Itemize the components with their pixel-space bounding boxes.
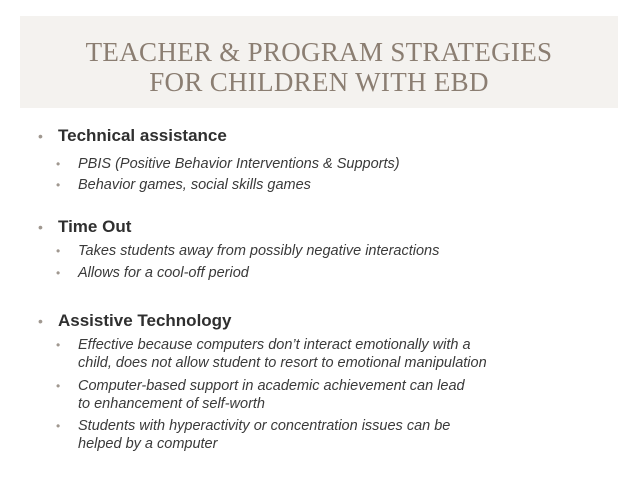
- list-item-line: helped by a computer: [78, 436, 218, 452]
- list-item-text: [78, 336, 487, 372]
- list-item-line: to enhancement of self-worth: [78, 396, 265, 412]
- bullet-icon: •: [56, 157, 61, 171]
- list-item-line: Allows for a cool-off period: [78, 265, 249, 281]
- bullet-icon: •: [56, 178, 61, 192]
- list-item-text: [78, 417, 450, 453]
- section-heading-text: Time Out: [58, 217, 132, 236]
- list-item-text: [78, 176, 311, 194]
- bullet-icon: •: [56, 379, 61, 393]
- bullet-icon: •: [38, 219, 43, 235]
- bullet-icon: •: [56, 419, 61, 433]
- bullet-icon: •: [38, 313, 43, 329]
- bullet-icon: •: [56, 244, 61, 258]
- list-item-line: Effective because computers don’t interact emotionally with a: [78, 337, 471, 353]
- list-item-text: [78, 242, 439, 260]
- list-item-line: PBIS (Positive Behavior Interventions & Supports): [78, 156, 400, 172]
- slide-title-line-1: TEACHER & PROGRAM STRATEGIES: [85, 37, 553, 67]
- bullet-icon: •: [56, 338, 61, 352]
- list-item-text: [78, 377, 465, 413]
- list-item-line: Computer-based support in academic achievement can lead: [78, 378, 465, 394]
- list-item-line: Behavior games, social skills games: [78, 177, 311, 193]
- list-item-line: Takes students away from possibly negative interactions: [78, 243, 440, 259]
- list-item-text: [78, 264, 249, 282]
- slide-title-line-2: FOR CHILDREN WITH EBD: [149, 67, 489, 97]
- list-item-line: child, does not allow student to resort to emotional manipulation: [78, 355, 487, 371]
- bullet-icon: •: [38, 128, 43, 144]
- list-item-line: Students with hyperactivity or concentration issues can be: [78, 418, 451, 434]
- bullet-icon: •: [56, 266, 61, 280]
- section-heading-text: Assistive Technology: [58, 311, 232, 330]
- section-heading-text: Technical assistance: [58, 126, 227, 145]
- list-item-text: [78, 155, 400, 173]
